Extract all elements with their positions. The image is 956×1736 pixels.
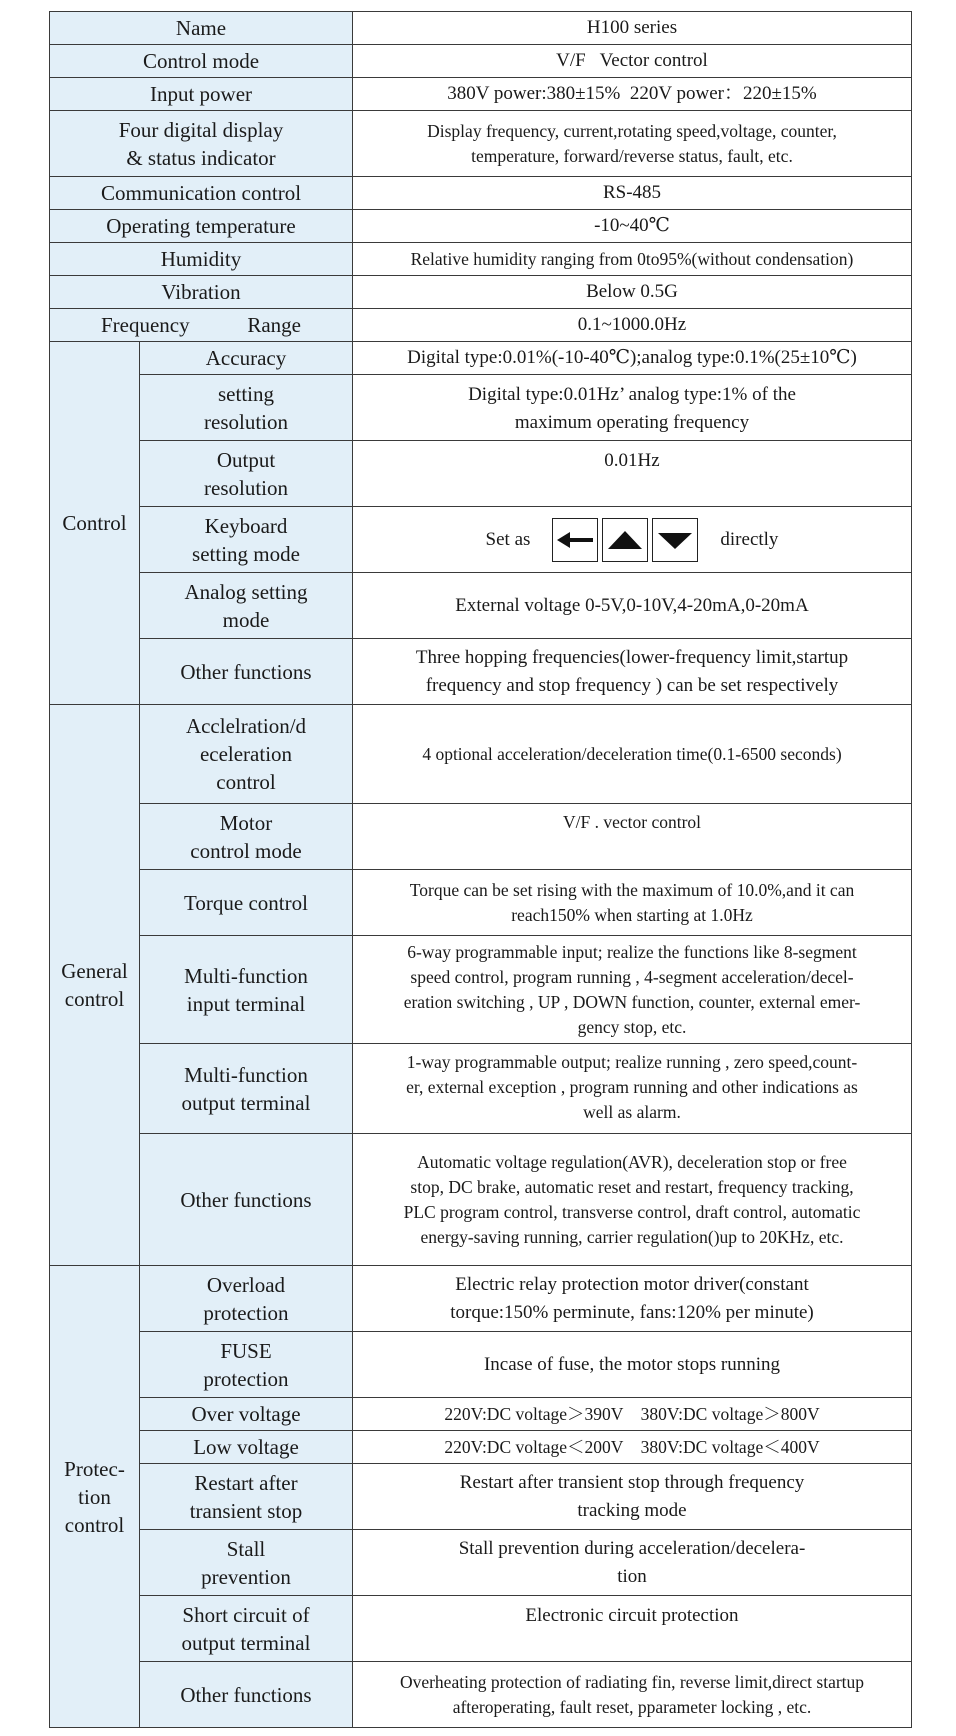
row-value: V/F . vector control — [353, 804, 912, 870]
row-label: FUSE protection — [140, 1332, 353, 1398]
up-key — [602, 518, 648, 562]
table-row — [50, 12, 912, 45]
row-value: 0.01Hz — [353, 441, 912, 507]
table-row — [50, 1464, 912, 1530]
table-row — [50, 1398, 912, 1431]
table-row — [50, 705, 912, 804]
spec-table — [49, 11, 912, 1728]
row-value: Relative humidity ranging from 0to95%(without condensation) — [353, 243, 912, 276]
table-row — [50, 804, 912, 870]
row-label: Four digital display & status indicator — [50, 111, 353, 177]
row-label: Multi-function output terminal — [140, 1044, 353, 1134]
table-row — [50, 1431, 912, 1464]
table-row — [50, 1134, 912, 1266]
row-value: Three hopping frequencies(lower-frequency limit,startup frequency and stop frequency ) can be set respectively — [353, 639, 912, 705]
row-label: Other functions — [140, 1134, 353, 1266]
group-label-control: Control — [50, 342, 140, 705]
row-value: Electric relay protection motor driver(constant torque:150% perminute, fans:120% per minute) — [353, 1266, 912, 1332]
row-value: V/F Vector control — [353, 45, 912, 78]
row-label: Vibration — [50, 276, 353, 309]
row-label: Motor control mode — [140, 804, 353, 870]
table-row — [50, 210, 912, 243]
table-row — [50, 441, 912, 507]
table-row — [50, 1662, 912, 1728]
row-label: Control mode — [50, 45, 353, 78]
row-value: 220V:DC voltage＞390V 380V:DC voltage＞800V — [353, 1398, 912, 1431]
table-row — [50, 243, 912, 276]
row-label: Name — [50, 12, 353, 45]
row-value: Below 0.5G — [353, 276, 912, 309]
row-label: Other functions — [140, 1662, 353, 1728]
row-value: 0.1~1000.0Hz — [353, 309, 912, 342]
row-label: Frequency Range — [50, 309, 353, 342]
up-triangle-icon — [607, 530, 643, 550]
table-row — [50, 1530, 912, 1596]
row-value: 1-way programmable output; realize running , zero speed,count- er, external exception , program running and other indications as well as alarm. — [353, 1044, 912, 1134]
row-value: 220V:DC voltage＜200V 380V:DC voltage＜400V — [353, 1431, 912, 1464]
row-value: Restart after transient stop through frequency tracking mode — [353, 1464, 912, 1530]
row-label: Accuracy — [140, 342, 353, 375]
row-label: Multi-function input terminal — [140, 936, 353, 1044]
row-label: Overload protection — [140, 1266, 353, 1332]
row-label: Communication control — [50, 177, 353, 210]
table-row — [50, 111, 912, 177]
table-row — [50, 276, 912, 309]
row-label: Torque control — [140, 870, 353, 936]
keyboard-suffix: directly — [720, 528, 779, 550]
keyboard-setting-value — [353, 507, 912, 573]
row-label: Restart after transient stop — [140, 1464, 353, 1530]
left-arrow-key — [552, 518, 598, 562]
row-label: setting resolution — [140, 375, 353, 441]
table-row — [50, 1266, 912, 1332]
row-value: H100 series — [353, 12, 912, 45]
row-value: -10~40℃ — [353, 210, 912, 243]
row-label: Other functions — [140, 639, 353, 705]
table-row — [50, 936, 912, 1044]
group-label-protection: Protec- tion control — [50, 1266, 140, 1728]
table-row — [50, 309, 912, 342]
row-label: Analog setting mode — [140, 573, 353, 639]
down-triangle-icon — [657, 530, 693, 550]
table-row — [50, 177, 912, 210]
row-value: RS-485 — [353, 177, 912, 210]
table-row — [50, 507, 912, 573]
row-value: Torque can be set rising with the maximum of 10.0%,and it can reach150% when starting at 1.0Hz — [353, 870, 912, 936]
table-row — [50, 375, 912, 441]
table-row — [50, 870, 912, 936]
row-label: Over voltage — [140, 1398, 353, 1431]
row-value: Electronic circuit protection — [353, 1596, 912, 1662]
row-value: Overheating protection of radiating fin, reverse limit,direct startup afteroperating, fault reset, pparameter locking , etc. — [353, 1662, 912, 1728]
row-label: Low voltage — [140, 1431, 353, 1464]
row-value: External voltage 0-5V,0-10V,4-20mA,0-20mA — [353, 573, 912, 639]
table-row — [50, 1332, 912, 1398]
row-value: 380V power:380±15% 220V power：220±15% — [353, 78, 912, 111]
row-value: 4 optional acceleration/deceleration time(0.1-6500 seconds) — [353, 705, 912, 804]
row-value: Digital type:0.01%(-10-40℃);analog type:0.1%(25±10℃) — [353, 342, 912, 375]
group-label-general: General control — [50, 705, 140, 1266]
row-label: Output resolution — [140, 441, 353, 507]
row-value: Incase of fuse, the motor stops running — [353, 1332, 912, 1398]
row-label: Operating temperature — [50, 210, 353, 243]
row-value: Stall prevention during acceleration/decelera- tion — [353, 1530, 912, 1596]
row-label: Acclelration/d eceleration control — [140, 705, 353, 804]
row-label: Stall prevention — [140, 1530, 353, 1596]
left-arrow-icon — [557, 530, 593, 550]
table-row — [50, 573, 912, 639]
table-row — [50, 1596, 912, 1662]
table-row — [50, 639, 912, 705]
row-label: Keyboard setting mode — [140, 507, 353, 573]
keyboard-prefix: Set as — [485, 528, 531, 550]
table-row — [50, 45, 912, 78]
row-value: Automatic voltage regulation(AVR), deceleration stop or free stop, DC brake, automatic reset and restart, frequency tracking, PLC program control, transverse control, draft control, automatic energy-saving running, carrier regulation()up to 20KHz, etc. — [353, 1134, 912, 1266]
table-row — [50, 1044, 912, 1134]
row-label: Input power — [50, 78, 353, 111]
down-key — [652, 518, 698, 562]
row-value: Display frequency, current,rotating speed,voltage, counter, temperature, forward/reverse status, fault, etc. — [353, 111, 912, 177]
row-label: Short circuit of output terminal — [140, 1596, 353, 1662]
table-row — [50, 78, 912, 111]
row-value: 6-way programmable input; realize the functions like 8-segment speed control, program running , 4-segment acceleration/decel- eration switching , UP , DOWN function, counter, external emer- gency stop, etc. — [353, 936, 912, 1044]
table-row — [50, 342, 912, 375]
key-group — [464, 518, 801, 562]
row-label: Humidity — [50, 243, 353, 276]
row-value: Digital type:0.01Hz’ analog type:1% of the maximum operating frequency — [353, 375, 912, 441]
